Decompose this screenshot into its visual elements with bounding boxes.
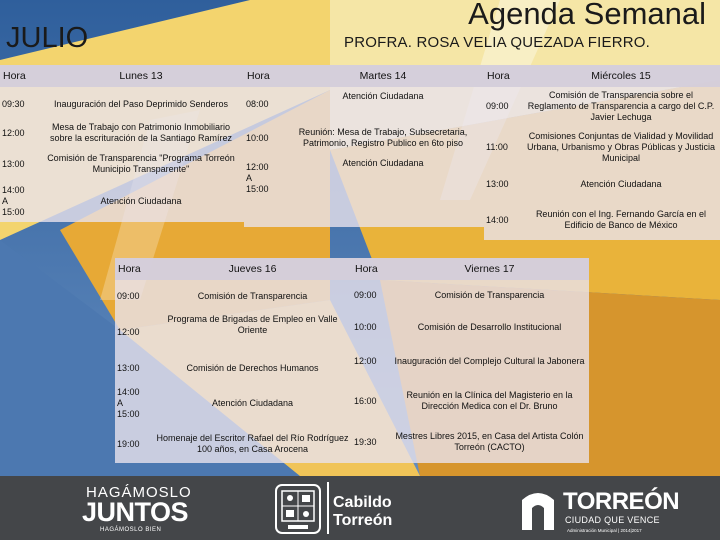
event-row xyxy=(244,91,484,117)
event-time: 09:00 xyxy=(486,100,509,111)
event-text: Inauguración del Paso Deprimido Senderos xyxy=(53,98,229,109)
event-row xyxy=(352,284,589,306)
event-row xyxy=(0,91,244,117)
wednesday-header xyxy=(484,65,720,87)
event-time: 09:00 xyxy=(117,290,140,301)
event-row xyxy=(115,430,352,458)
event-time: 19:30 xyxy=(354,436,377,447)
monday-header xyxy=(0,65,244,87)
event-text: Programa de Brigadas de Empleo en Valle Oriente xyxy=(167,314,338,335)
event-row xyxy=(352,387,589,415)
event-text: Atención Ciudadana xyxy=(580,178,662,189)
event-time: 16:00 xyxy=(354,395,377,406)
event-text: Atención Ciudadana xyxy=(342,158,424,168)
event-time: 14:00 xyxy=(486,214,509,225)
event-row xyxy=(0,182,244,220)
day-header: Lunes 13 xyxy=(119,70,163,82)
event-time: 13:00 xyxy=(2,158,25,169)
event-text: Reunión: Mesa de Trabajo, Subsecretaria, Patrimonio, Registro Publico en 6to piso xyxy=(298,127,468,148)
hagamoslo-sub-text: HAGÁMOSLO BIEN xyxy=(100,527,162,533)
event-text: Homenaje del Escritor Rafael del Río Rodríguez 100 años, en Casa Arocena xyxy=(156,433,349,454)
event-row xyxy=(484,207,720,233)
event-text: Atención Ciudadana xyxy=(211,397,294,408)
hour-header: Hora xyxy=(487,70,510,82)
event-text: Reunión en la Clínica del Magisterio en la Dirección Medica con el Dr. Bruno xyxy=(406,390,573,411)
tuesday-header xyxy=(244,65,484,87)
event-time: 19:00 xyxy=(117,438,140,449)
event-text: Reunión con el Ing. Fernando García en el Edificio de Banco de México xyxy=(535,209,707,230)
event-time: 12:00 xyxy=(354,355,377,366)
torreon-main-text: TORREÓN xyxy=(563,488,680,515)
hour-header: Hora xyxy=(355,263,378,275)
event-row xyxy=(484,129,720,165)
cabildo-text-line2: Torreón xyxy=(333,512,393,529)
event-row xyxy=(115,385,352,421)
event-text: Comisión de Transparencia xyxy=(197,290,308,301)
event-time: 11:00 xyxy=(486,141,508,152)
event-row xyxy=(115,314,352,350)
event-text: Atención Ciudadana xyxy=(100,195,182,206)
event-time: 12:00 A 15:00 xyxy=(246,161,269,194)
day-header: Jueves 16 xyxy=(228,263,277,275)
event-text: Inauguración del Complejo Cultural la Jabonera xyxy=(394,355,585,366)
event-time: 10:00 xyxy=(246,132,269,143)
teacher-name: PROFRA. ROSA VELIA QUEZADA FIERRO. xyxy=(344,34,651,51)
event-text: Atención Ciudadana xyxy=(342,91,424,101)
torreon-administration-text: Administración Municipal | 2014|2017 xyxy=(567,528,642,533)
event-row xyxy=(244,123,484,153)
cabildo-divider xyxy=(327,482,329,534)
event-text: Comisión de Derechos Humanos xyxy=(186,362,319,373)
event-text: Comisión de Transparencia xyxy=(434,289,545,300)
event-time: 13:00 xyxy=(117,362,140,373)
city-seal-icon xyxy=(274,483,322,535)
event-time: 12:00 xyxy=(2,127,25,138)
event-row xyxy=(484,175,720,193)
hagamoslo-top-text: HAGÁMOSLO xyxy=(86,484,192,501)
event-time: 10:00 xyxy=(354,321,377,332)
hour-header: Hora xyxy=(118,263,141,275)
page-title: Agenda Semanal xyxy=(468,0,706,31)
event-text: Comisión de Transparencia sobre el Reglamento de Transparencia a cargo del C.P. Javier Lechuga xyxy=(527,89,715,122)
event-row xyxy=(115,285,352,307)
event-row xyxy=(352,316,589,338)
event-text: Mesa de Trabajo con Patrimonio Inmobiliario sobre la escrituración de la Santiago Ramírez xyxy=(49,122,233,143)
torreon-tagline: CIUDAD QUE VENCE xyxy=(565,515,660,525)
day-header: Martes 14 xyxy=(359,70,407,82)
month-label: JULIO xyxy=(6,22,89,54)
event-row xyxy=(352,428,589,456)
event-row xyxy=(0,119,244,147)
event-row xyxy=(0,150,244,178)
event-text: Mestres Libres 2015, en Casa del Artista Colón Torreón (CACTO) xyxy=(395,431,584,452)
event-time: 12:00 xyxy=(117,326,140,337)
event-time: 09:00 xyxy=(354,289,377,300)
hour-header: Hora xyxy=(247,70,270,82)
event-row xyxy=(352,347,589,375)
event-time: 14:00 A 15:00 xyxy=(117,386,140,419)
event-row xyxy=(244,158,484,198)
event-time: 13:00 xyxy=(486,178,509,189)
event-time: 14:00 A 15:00 xyxy=(2,184,25,217)
event-row xyxy=(115,357,352,379)
event-time: 08:00 xyxy=(246,98,269,109)
day-header: Miércoles 15 xyxy=(591,70,651,82)
hagamoslo-main-text: JUNTOS xyxy=(82,497,189,527)
day-header: Viernes 17 xyxy=(464,263,515,275)
event-text: Comisiones Conjuntas de Vialidad y Movilidad Urbana, Urbanismo y Obras Públicas y Justicia Municipal xyxy=(526,130,716,163)
thursday-header xyxy=(115,258,352,280)
torreon-tower-icon xyxy=(518,486,558,532)
friday-header xyxy=(352,258,589,280)
event-text: Comisión de Desarrollo Institucional xyxy=(417,321,562,332)
event-text: Comisión de Transparencia "Programa Torreón Municipio Transparente" xyxy=(47,153,235,174)
cabildo-text-line1: Cabildo xyxy=(333,494,392,511)
event-row xyxy=(484,88,720,124)
event-time: 09:30 xyxy=(2,98,25,109)
hour-header: Hora xyxy=(3,70,26,82)
